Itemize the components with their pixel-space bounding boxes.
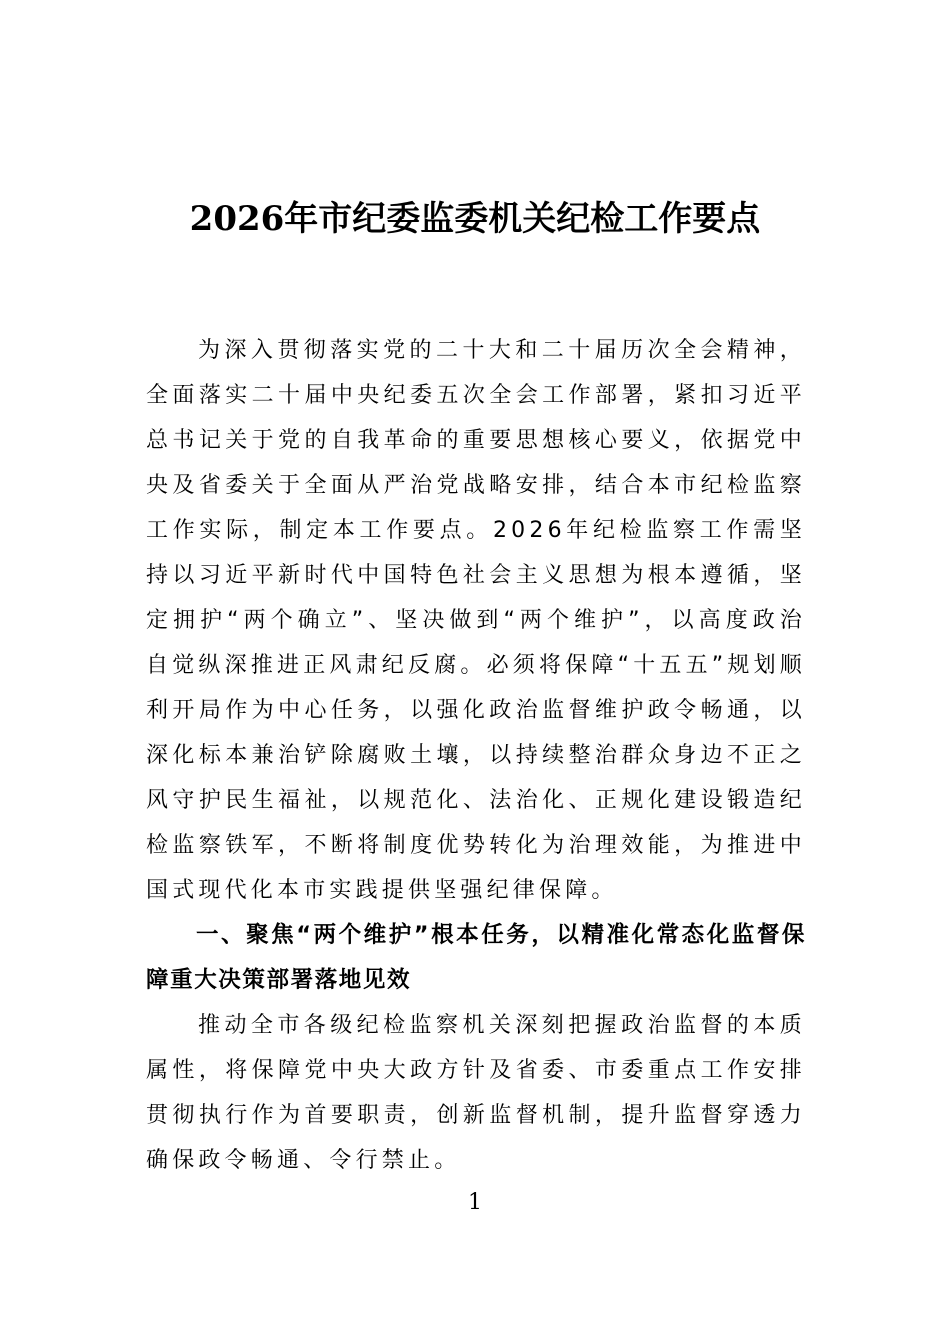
intro-paragraph: 为深入贯彻落实党的二十大和二十届历次全会精神，全面落实二十届中央纪委五次全会工作部署，紧扣习近平总书记关于党的自我革命的重要思想核心要义，依据党中央及省委关于全面从严治党战略安排，结合本市纪检监察工作实际，制定本工作要点。2026年纪检监察工作需坚持以习近平新时代中国特色社会主义思想为根本遵循，坚定拥护“两个确立”、坚决做到“两个维护”，以高度政治自觉纵深推进正风肃纪反腐。必须将保障“十五五”规划顺利开局作为中心任务，以强化政治监督维护政令畅通，以深化标本兼治铲除腐败土壤，以持续整治群众身边不正之风守护民生福祉，以规范化、法治化、正规化建设锻造纪检监察铁军，不断将制度优势转化为治理效能，为推进中国式现代化本市实践提供坚强纪律保障。 <box>146 338 806 903</box>
document-title: 2026年市纪委监委机关纪检工作要点 <box>189 199 761 239</box>
page-number: 1 <box>468 1190 482 1215</box>
document-body <box>146 328 806 1183</box>
section-heading-1: 一、聚焦“两个维护”根本任务，以精准化常态化监督保障重大决策部署落地见效 <box>146 922 806 993</box>
section-1-paragraph: 推动全市各级纪检监察机关深刻把握政治监督的本质属性，将保障党中央大政方针及省委、市委重点工作安排贯彻执行作为首要职责，创新监督机制，提升监督穿透力确保政令畅通、令行禁止。 <box>146 1013 806 1173</box>
